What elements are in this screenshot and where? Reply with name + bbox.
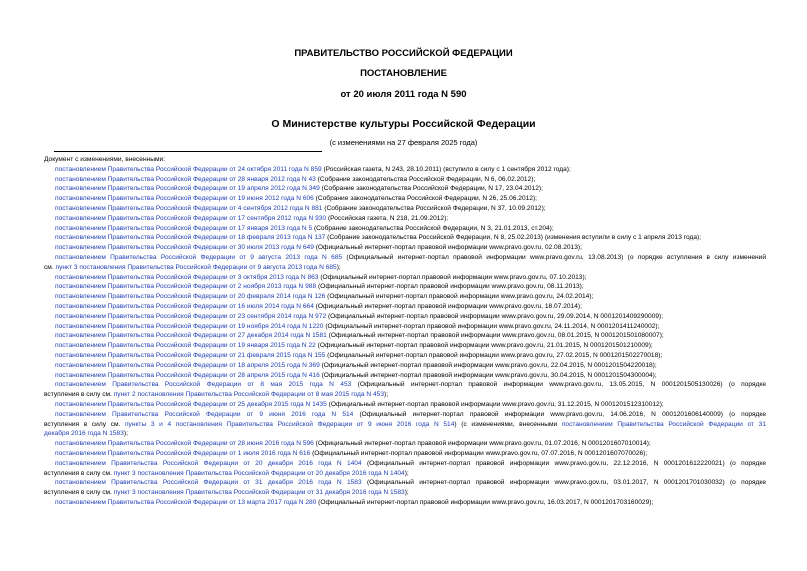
amendment-source: (Официальный интернет-портал правовой информации www.pravo.gov.ru, 22.04.2015, N 0001201504220018);	[319, 361, 657, 369]
amendment-note-link[interactable]: пункт 3 постановления Правительства Российской Федерации от 31 декабря 2016 года N 1583	[113, 489, 405, 497]
amendment-source: (Официальный интернет-портал правовой информации www.pravo.gov.ru, 14.06.2016, N 0001201606140009) (о порядке	[353, 410, 766, 418]
amendment-item	[44, 273, 766, 283]
amendment-note-text: );	[336, 263, 341, 271]
amendment-source: (Собрание законодательства Российской Федерации, N 6, 06.02.2012);	[315, 175, 536, 183]
amendment-note-text: );	[404, 489, 409, 497]
amendment-note-text: );	[384, 391, 389, 399]
amendment-link[interactable]: постановлением Правительства Российской Федерации от 30 июля 2013 года N 649	[55, 244, 314, 252]
amendment-link[interactable]: постановлением Правительства Российской Федерации от 25 декабря 2015 года N 1435	[55, 400, 327, 408]
amendment-item	[44, 184, 766, 194]
amendment-link[interactable]: постановлением Правительства Российской Федерации от 4 сентября 2012 года N 881	[55, 204, 323, 212]
amendment-link[interactable]: постановлением Правительства Российской Федерации от 9 июня 2016 года N 514	[55, 410, 354, 418]
amendment-item	[44, 253, 766, 263]
amendment-item	[44, 322, 766, 332]
amendment-source: (Собрание законодательства Российской Федерации, N 37, 10.09.2012);	[322, 204, 546, 212]
amendment-source: (Официальный интернет-портал правовой информации www.pravo.gov.ru, 08.01.2015, N 0001201501080007);	[326, 332, 664, 340]
amendment-source: (Официальный интернет-портал правовой информации www.pravo.gov.ru, 29.09.2014, N 0001201409290009);	[326, 312, 664, 320]
amendment-item	[44, 302, 766, 312]
amendment-note-text: );	[404, 469, 409, 477]
amendment-note-link[interactable]: пункты 3 и 4 постановления Правительства Российской Федерации от 9 июня 2016 года N 514	[124, 420, 455, 428]
amendment-source: (Официальный интернет-портал правовой информации www.pravo.gov.ru, 21.01.2015, N 0001201501210009);	[315, 342, 653, 350]
amendment-item	[44, 292, 766, 302]
amendment-continuation	[44, 429, 766, 439]
document-title: О Министерстве культуры Российской Федерации	[271, 118, 536, 130]
amendment-item	[44, 341, 766, 351]
amendment-link[interactable]: постановлением Правительства Российской Федерации от 19 июня 2012 года N 606	[55, 195, 314, 203]
amendment-link[interactable]: постановлением Правительства Российской Федерации от 28 января 2012 года N 43	[55, 175, 316, 183]
amendment-item	[44, 439, 766, 449]
amendment-note-text: вступления в силу см.	[44, 469, 114, 477]
amendment-link[interactable]: постановлением Правительства Российской Федерации от 18 апреля 2015 года N 369	[55, 361, 320, 369]
amendment-continuation	[44, 263, 766, 273]
amendment-source: (Собрание законодательства Российской Федерации, N 3, 21.01.2013, ст.204);	[312, 224, 554, 232]
amendment-continuation	[44, 469, 766, 479]
amendment-note-text: );	[123, 430, 128, 438]
amendment-item	[44, 194, 766, 204]
amendment-link[interactable]: постановлением Правительства Российской Федерации от 19 января 2015 года N 22	[55, 342, 316, 350]
amendment-link[interactable]: постановлением Правительства Российской Федерации от 19 апреля 2012 года N 349	[55, 185, 320, 193]
amendment-source: (Официальный интернет-портал правовой информации www.pravo.gov.ru, 18.07.2014);	[313, 302, 582, 310]
amendment-item	[44, 282, 766, 292]
amendment-item	[44, 233, 766, 243]
government-heading: ПРАВИТЕЛЬСТВО РОССИЙСКОЙ ФЕДЕРАЦИИ	[294, 48, 513, 59]
amendment-source: (Официальный интернет-портал правовой информации www.pravo.gov.ru, 07.10.2013);	[318, 273, 587, 281]
amendment-source: (Официальный интернет-портал правовой информации www.pravo.gov.ru, 03.01.2017, N 0001201701030032) (о порядке	[361, 479, 767, 487]
amendment-source: (Официальный интернет-портал правовой информации www.pravo.gov.ru, 24.02.2014);	[325, 293, 594, 301]
amendment-item	[44, 331, 766, 341]
amendments-intro: Документ с изменениями, внесенными:	[44, 156, 166, 163]
amendment-link[interactable]: постановлением Правительства Российской Федерации от 28 апреля 2015 года N 416	[55, 371, 320, 379]
amendment-link[interactable]: постановлением Правительства Российской Федерации от 20 декабря 2016 года N 1404	[55, 459, 362, 467]
amendment-note-link[interactable]: пункт 3 постановления Правительства Российской Федерации от 20 декабря 2016 года N 1404	[113, 469, 405, 477]
amendment-link[interactable]: постановлением Правительства Российской Федерации от 16 июля 2014 года N 664	[55, 302, 314, 310]
amendment-item	[44, 371, 766, 381]
amendment-link[interactable]: постановлением Правительства Российской Федерации от 19 ноября 2014 года N 1220	[55, 322, 324, 330]
amendment-note-link[interactable]: пункт 2 постановления Правительства Российской Федерации от 8 мая 2015 года N 453	[113, 391, 385, 399]
amendment-link[interactable]: постановлением Правительства Российской Федерации от 28 июня 2016 года N 596	[55, 440, 314, 448]
amendment-note-text: вступления в силу см.	[44, 420, 125, 428]
amendment-source: (Официальный интернет-портал правовой информации www.pravo.gov.ru, 22.12.2016, N 0001201612220021) (о порядке	[361, 459, 767, 467]
amendment-link[interactable]: постановлением Правительства Российской Федерации от 2 ноября 2013 года N 988	[55, 283, 317, 291]
amendment-note-link[interactable]: пункт 3 постановления Правительства Российской Федерации от 9 августа 2013 года N 685	[55, 263, 337, 271]
amended-note: (с изменениями на 27 февраля 2025 года)	[329, 138, 478, 147]
amendment-item	[44, 243, 766, 253]
amendment-source: (Официальный интернет-портал правовой информации www.pravo.gov.ru, 24.11.2014, N 0001201411240002);	[323, 322, 660, 330]
amendment-continuation	[44, 488, 766, 498]
amendment-item	[44, 449, 766, 459]
amendment-source: (Официальный интернет-портал правовой информации www.pravo.gov.ru, 13.05.2015, N 0001201505130026) (о порядке	[351, 381, 767, 389]
amendment-link[interactable]: постановлением Правительства Российской Федерации от 23 сентября 2014 года N 972	[55, 312, 327, 320]
amendment-item	[44, 361, 766, 371]
amendment-item	[44, 175, 766, 185]
document-date-number: от 20 июля 2011 года N 590	[340, 89, 467, 100]
amendment-source: (Официальный интернет-портал правовой информации www.pravo.gov.ru, 01.07.2016, N 0001201607010014);	[313, 440, 651, 448]
amendment-item	[44, 410, 766, 420]
amendment-link[interactable]: постановлением Правительства Российской Федерации от 21 февраля 2015 года N 155	[55, 351, 326, 359]
separator-rule	[54, 151, 322, 152]
amendment-note-text: вступления в силу см.	[44, 489, 114, 497]
amendment-item	[44, 478, 766, 488]
amendment-note-link[interactable]: декабря 2016 года N 1583	[44, 430, 124, 438]
amendment-source: (Собрание законодательства Российской Федерации, N 17, 23.04.2012);	[319, 185, 543, 193]
amendment-source: (Собрание законодательства Российской Федерации, N 26, 25.06.2012);	[313, 195, 537, 203]
amendment-link[interactable]: постановлением Правительства Российской Федерации от 3 октября 2013 года N 863	[55, 273, 319, 281]
amendment-item	[44, 224, 766, 234]
amendment-continuation	[44, 390, 766, 400]
amendment-link[interactable]: постановлением Правительства Российской Федерации от 9 августа 2013 года N 685	[55, 253, 343, 261]
amendment-source: (Официальный интернет-портал правовой информации www.pravo.gov.ru, 13.08.2013) (о порядке вступления в силу изменений	[342, 253, 767, 261]
amendment-link[interactable]: постановлением Правительства Российской Федерации от 27 декабря 2014 года N 1581	[55, 332, 327, 340]
amendment-item	[44, 204, 766, 214]
amendment-link[interactable]: постановлением Правительства Российской Федерации от 20 февраля 2014 года N 126	[55, 293, 326, 301]
amendment-link[interactable]: постановлением Правительства Российской Федерации от 17 сентября 2012 года N 930	[55, 214, 327, 222]
amendment-item	[44, 165, 766, 175]
amendment-source: (Российская газета, N 218, 21.09.2012);	[326, 214, 449, 222]
amendment-item	[44, 214, 766, 224]
amendment-item	[44, 312, 766, 322]
amendment-source: (Официальный интернет-портал правовой информации www.pravo.gov.ru, 30.04.2015, N 0001201504300004);	[319, 371, 657, 379]
amendment-item	[44, 400, 766, 410]
amendment-item	[44, 380, 766, 390]
amendment-source: (Собрание законодательства Российской Федерации, N 8, 25.02.2013) (изменения вступили в силу с 1 апреля 2013 года);	[325, 234, 702, 242]
amendment-link[interactable]: постановлением Правительства Российской Федерации от 13 марта 2017 года N 280	[55, 498, 317, 506]
amendment-source: (Официальный интернет-портал правовой информации www.pravo.gov.ru, 02.08.2013);	[313, 244, 582, 252]
amendment-note-text: вступления в силу см.	[44, 391, 114, 399]
amendment-item	[44, 351, 766, 361]
amendment-note-text: см.	[44, 263, 56, 271]
amendment-link[interactable]: постановлением Правительства Российской Федерации от 17 января 2013 года N 5	[55, 224, 313, 232]
amendment-source: (Официальный интернет-портал правовой информации www.pravo.gov.ru, 16.03.2017, N 0001201703160029);	[316, 498, 654, 506]
amendment-source: (Официальный интернет-портал правовой информации www.pravo.gov.ru, 27.02.2015, N 0001201502270018);	[325, 351, 663, 359]
amendment-source: (Официальный интернет-портал правовой информации www.pravo.gov.ru, 31.12.2015, N 0001201512310012);	[326, 400, 664, 408]
amendment-item	[44, 498, 766, 508]
document-type: ПОСТАНОВЛЕНИЕ	[360, 68, 447, 79]
amendment-source: (Российская газета, N 243, 28.10.2011) (вступило в силу с 1 сентября 2012 года);	[321, 165, 571, 173]
amendment-source: (Официальный интернет-портал правовой информации www.pravo.gov.ru, 07.07.2016, N 0001201607070026);	[310, 449, 648, 457]
amendment-note-text: ) (с изменениями, внесенными	[454, 420, 562, 428]
amendment-item	[44, 459, 766, 469]
amendment-link[interactable]: постановлением Правительства Российской Федерации от 18 февраля 2013 года N 137	[55, 234, 326, 242]
amendment-link[interactable]: постановлением Правительства Российской Федерации от 1 июля 2016 года N 616	[55, 449, 311, 457]
amendment-note-link[interactable]: постановлением Правительства Российской Федерации от 31	[561, 420, 766, 428]
amendment-continuation	[44, 420, 766, 430]
amendment-link[interactable]: постановлением Правительства Российской Федерации от 24 октября 2011 года N 859	[55, 165, 322, 173]
amendments-list	[44, 155, 766, 508]
amendment-link[interactable]: постановлением Правительства Российской Федерации от 31 декабря 2016 года N 1583	[55, 479, 362, 487]
amendment-link[interactable]: постановлением Правительства Российской Федерации от 8 мая 2015 года N 453	[55, 381, 352, 389]
amendment-source: (Официальный интернет-портал правовой информации www.pravo.gov.ru, 08.11.2013);	[316, 283, 584, 291]
